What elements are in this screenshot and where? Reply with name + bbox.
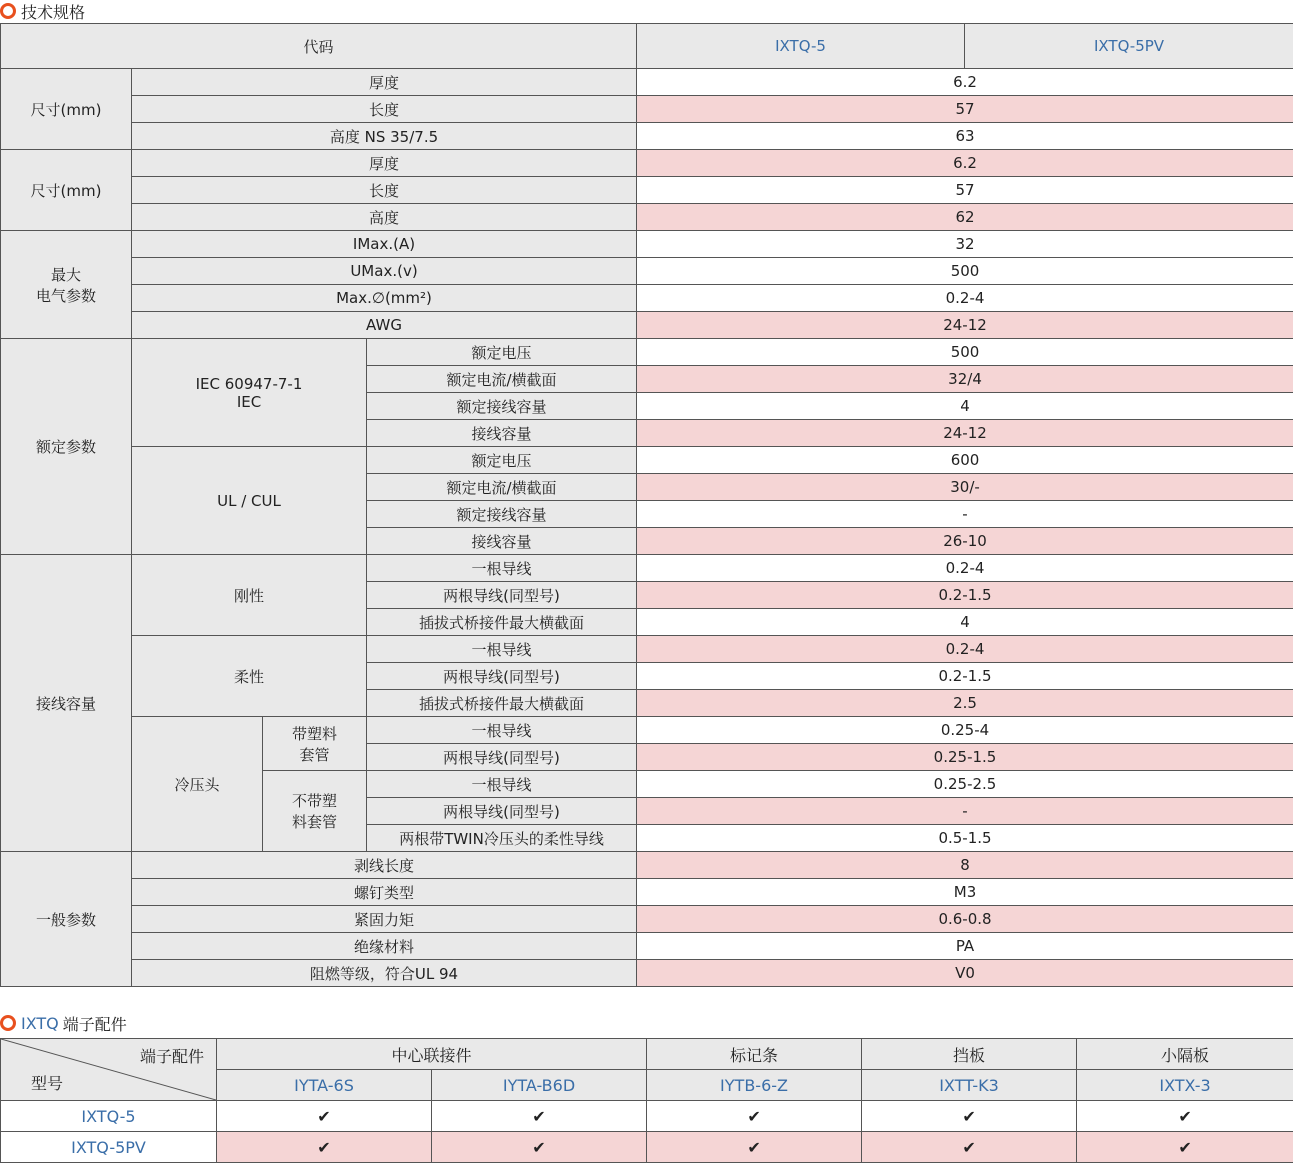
group-label: 接线容量 <box>1 555 132 852</box>
part-code: IYTA-B6D <box>432 1070 647 1101</box>
row-value: 57 <box>637 177 1293 204</box>
table-row <box>1 447 1293 474</box>
row-label: 额定电流/横截面 <box>367 474 637 501</box>
checkmark-icon: ✔ <box>217 1132 432 1163</box>
part-code: IXTT-K3 <box>862 1070 1077 1101</box>
table-row <box>1 960 1293 987</box>
row-value: 63 <box>637 123 1293 150</box>
subgroup-label: IEC 60947-7-1 IEC <box>132 339 367 447</box>
part-code: IXTX-3 <box>1077 1070 1293 1101</box>
row-value: 8 <box>637 852 1293 879</box>
row-label: 一根导线 <box>367 555 637 582</box>
table-row <box>1 852 1293 879</box>
row-label: 一根导线 <box>367 717 637 744</box>
row-label: 两根导线(同型号) <box>367 798 637 825</box>
checkmark-icon: ✔ <box>862 1132 1077 1163</box>
table-row <box>1 1101 1293 1132</box>
row-value: 24-12 <box>637 312 1293 339</box>
row-label: 绝缘材料 <box>132 933 637 960</box>
group-header: 标记条 <box>647 1039 862 1070</box>
table-row <box>1 555 1293 582</box>
row-value: 0.5-1.5 <box>637 825 1293 852</box>
part-code: IYTA-6S <box>217 1070 432 1101</box>
row-label: 阻燃等级，符合UL 94 <box>132 960 637 987</box>
table-row <box>1 231 1293 258</box>
row-label: 紧固力矩 <box>132 906 637 933</box>
table-row <box>1 123 1293 150</box>
row-label: AWG <box>132 312 637 339</box>
sub-subgroup-label: 不带塑 料套管 <box>263 771 367 852</box>
row-value: 32/4 <box>637 366 1293 393</box>
row-value: - <box>637 501 1293 528</box>
table-row <box>1 1132 1293 1163</box>
group-label: 尺寸(mm) <box>1 69 132 150</box>
row-value: 4 <box>637 393 1293 420</box>
row-value: 26-10 <box>637 528 1293 555</box>
table-row <box>1 204 1293 231</box>
row-value: 62 <box>637 204 1293 231</box>
circle-bullet-icon <box>0 1015 16 1031</box>
group-header: 小隔板 <box>1077 1039 1293 1070</box>
group-header: 中心联接件 <box>217 1039 647 1070</box>
model-header: IXTQ-5 <box>637 24 965 69</box>
row-label: 两根带TWIN冷压头的柔性导线 <box>367 825 637 852</box>
row-value: V0 <box>637 960 1293 987</box>
model-header: IXTQ-5PV <box>965 24 1293 69</box>
accessories-table <box>0 1038 1293 1163</box>
checkmark-icon: ✔ <box>1077 1132 1293 1163</box>
row-label: 额定电压 <box>367 339 637 366</box>
table-row <box>1 96 1293 123</box>
checkmark-icon: ✔ <box>432 1101 647 1132</box>
row-label: 额定接线容量 <box>367 501 637 528</box>
row-value: 4 <box>637 609 1293 636</box>
row-label: 两根导线(同型号) <box>367 663 637 690</box>
spec-section-title: 技术规格 <box>0 0 85 22</box>
row-label: 厚度 <box>132 69 637 96</box>
row-label: 螺钉类型 <box>132 879 637 906</box>
sub-subgroup-label: 带塑料 套管 <box>263 717 367 771</box>
row-value: 32 <box>637 231 1293 258</box>
table-row <box>1 312 1293 339</box>
checkmark-icon: ✔ <box>217 1101 432 1132</box>
subgroup-label: UL / CUL <box>132 447 367 555</box>
checkmark-icon: ✔ <box>647 1101 862 1132</box>
acc-header-row <box>1 1039 1293 1070</box>
row-value: 0.6-0.8 <box>637 906 1293 933</box>
row-value: PA <box>637 933 1293 960</box>
row-value: 0.25-2.5 <box>637 771 1293 798</box>
row-value: 0.25-1.5 <box>637 744 1293 771</box>
model-label: IXTQ-5 <box>1 1101 217 1132</box>
row-value: M3 <box>637 879 1293 906</box>
subgroup-label: 柔性 <box>132 636 367 717</box>
table-row <box>1 906 1293 933</box>
table-row <box>1 258 1293 285</box>
row-value: 0.2-1.5 <box>637 582 1293 609</box>
row-label: 插拔式桥接件最大横截面 <box>367 690 637 717</box>
row-label: 高度 NS 35/7.5 <box>132 123 637 150</box>
group-label: 尺寸(mm) <box>1 150 132 231</box>
row-label: 两根导线(同型号) <box>367 744 637 771</box>
row-label: 额定电压 <box>367 447 637 474</box>
row-label: 额定电流/横截面 <box>367 366 637 393</box>
row-value: 0.2-4 <box>637 555 1293 582</box>
row-label: 一根导线 <box>367 636 637 663</box>
row-value: 6.2 <box>637 150 1293 177</box>
spec-header-row <box>1 24 1293 69</box>
checkmark-icon: ✔ <box>432 1132 647 1163</box>
table-row <box>1 150 1293 177</box>
row-label: 两根导线(同型号) <box>367 582 637 609</box>
group-label: 一般参数 <box>1 852 132 987</box>
table-row <box>1 636 1293 663</box>
table-row <box>1 879 1293 906</box>
row-value: 2.5 <box>637 690 1293 717</box>
row-value: 500 <box>637 339 1293 366</box>
row-label: UMax.(v) <box>132 258 637 285</box>
table-row <box>1 933 1293 960</box>
subgroup-label: 冷压头 <box>132 717 263 852</box>
row-value: 0.2-4 <box>637 636 1293 663</box>
row-value: 0.25-4 <box>637 717 1293 744</box>
table-row <box>1 69 1293 96</box>
row-value: 6.2 <box>637 69 1293 96</box>
row-label: IMax.(A) <box>132 231 637 258</box>
row-value: 500 <box>637 258 1293 285</box>
table-row <box>1 177 1293 204</box>
spec-table <box>0 23 1293 987</box>
checkmark-icon: ✔ <box>862 1101 1077 1132</box>
row-label: 额定接线容量 <box>367 393 637 420</box>
table-row <box>1 285 1293 312</box>
row-label: 厚度 <box>132 150 637 177</box>
row-label: Max.∅(mm²) <box>132 285 637 312</box>
checkmark-icon: ✔ <box>1077 1101 1293 1132</box>
accessories-section-title: IXTQ 端子配件 <box>0 1012 127 1034</box>
corner-header: 端子配件 型号 <box>1 1039 217 1101</box>
row-label: 长度 <box>132 177 637 204</box>
row-label: 高度 <box>132 204 637 231</box>
checkmark-icon: ✔ <box>647 1132 862 1163</box>
code-header: 代码 <box>1 24 637 69</box>
model-label: IXTQ-5PV <box>1 1132 217 1163</box>
group-label: 最大 电气参数 <box>1 231 132 339</box>
table-row <box>1 717 1293 744</box>
group-header: 挡板 <box>862 1039 1077 1070</box>
group-label: 额定参数 <box>1 339 132 555</box>
row-value: 0.2-4 <box>637 285 1293 312</box>
row-value: 24-12 <box>637 420 1293 447</box>
row-value: 57 <box>637 96 1293 123</box>
row-label: 一根导线 <box>367 771 637 798</box>
row-label: 接线容量 <box>367 528 637 555</box>
row-label: 接线容量 <box>367 420 637 447</box>
row-value: - <box>637 798 1293 825</box>
circle-bullet-icon <box>0 3 16 19</box>
row-label: 插拔式桥接件最大横截面 <box>367 609 637 636</box>
row-value: 30/- <box>637 474 1293 501</box>
subgroup-label: 刚性 <box>132 555 367 636</box>
row-value: 0.2-1.5 <box>637 663 1293 690</box>
part-code: IYTB-6-Z <box>647 1070 862 1101</box>
table-row <box>1 339 1293 366</box>
row-label: 剥线长度 <box>132 852 637 879</box>
row-value: 600 <box>637 447 1293 474</box>
row-label: 长度 <box>132 96 637 123</box>
